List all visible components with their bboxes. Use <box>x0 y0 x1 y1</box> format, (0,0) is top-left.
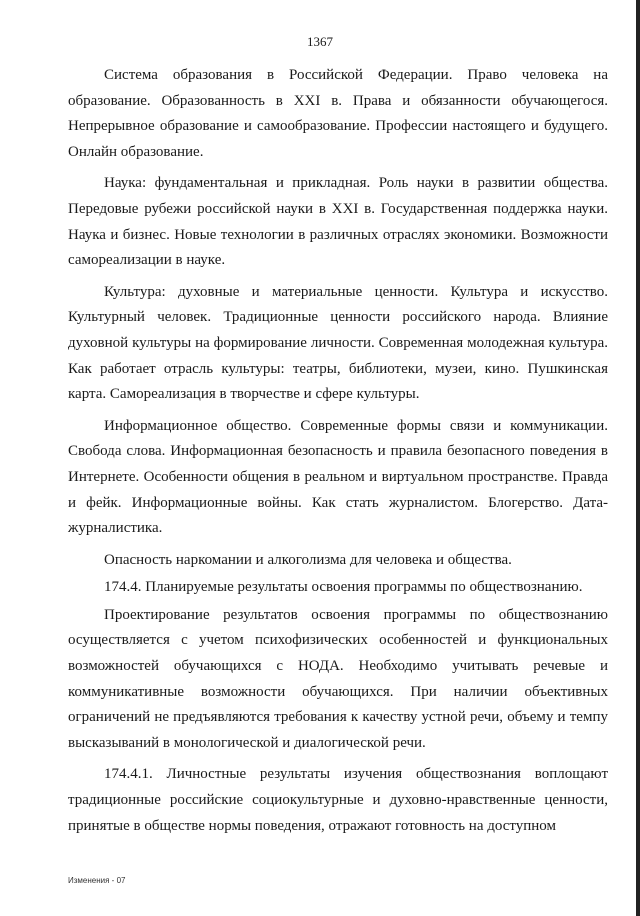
document-body <box>68 63 608 845</box>
paragraph-personal-results: 174.4.1. Личностные результаты изучения обществознания воплощают традиционные российские социокультурные и духовно-нравственные ценности, принятые в обществе нормы поведения, отражают готовность на доступном <box>68 766 608 834</box>
paragraph-planned-results: Проектирование результатов освоения программы по обществознанию осуществляется с учетом психофизических особенностей и функциональных возможностей обучающихся с НОДА. Необходимо учитывать речевые и коммуникативные возможности обучающихся. При наличии объективных ограничений не предъявляются требования к качеству устной речи, объему и темпу высказываний в монологической и диалогической речи. <box>68 606 608 751</box>
section-heading-174-4: 174.4. Планируемые результаты освоения программы по обществознанию. <box>104 579 583 596</box>
paragraph-culture: Культура: духовные и материальные ценности. Культура и искусство. Культурный человек. Традиционные ценности российского народа. Влияние духовной культуры на формирование личности. Современная молодежная культура. Как работает отрасль культуры: театры, библиотеки, музеи, кино. Пушкинская карта. Самореализация в творчестве и сфере культуры. <box>68 283 608 403</box>
paragraph-addiction: Опасность наркомании и алкоголизма для человека и общества. <box>104 551 512 568</box>
footer-revision: Изменения - 07 <box>68 876 126 885</box>
paragraph-education: Система образования в Российской Федерации. Право человека на образование. Образованность в XXI в. Права и обязанности обучающегося. Непрерывное образование и самообразование. Профессии настоящего и будущего. Онлайн образование. <box>68 67 608 160</box>
scan-edge <box>636 0 640 916</box>
page-number: 1367 <box>307 34 333 49</box>
paragraph-information-society: Информационное общество. Современные формы связи и коммуникации. Свобода слова. Информационная безопасность и правила безопасного поведения в Интернете. Особенности общения в реальном и виртуальном пространстве. Правда и фейк. Информационные войны. Как стать журналистом. Блогерство. Дата-журналистика. <box>68 417 608 537</box>
paragraph-science: Наука: фундаментальная и прикладная. Роль науки в развитии общества. Передовые рубежи российской науки в XXI в. Государственная поддержка науки. Наука и бизнес. Новые технологии в различных отраслях экономики. Возможности самореализации в науке. <box>68 175 608 269</box>
